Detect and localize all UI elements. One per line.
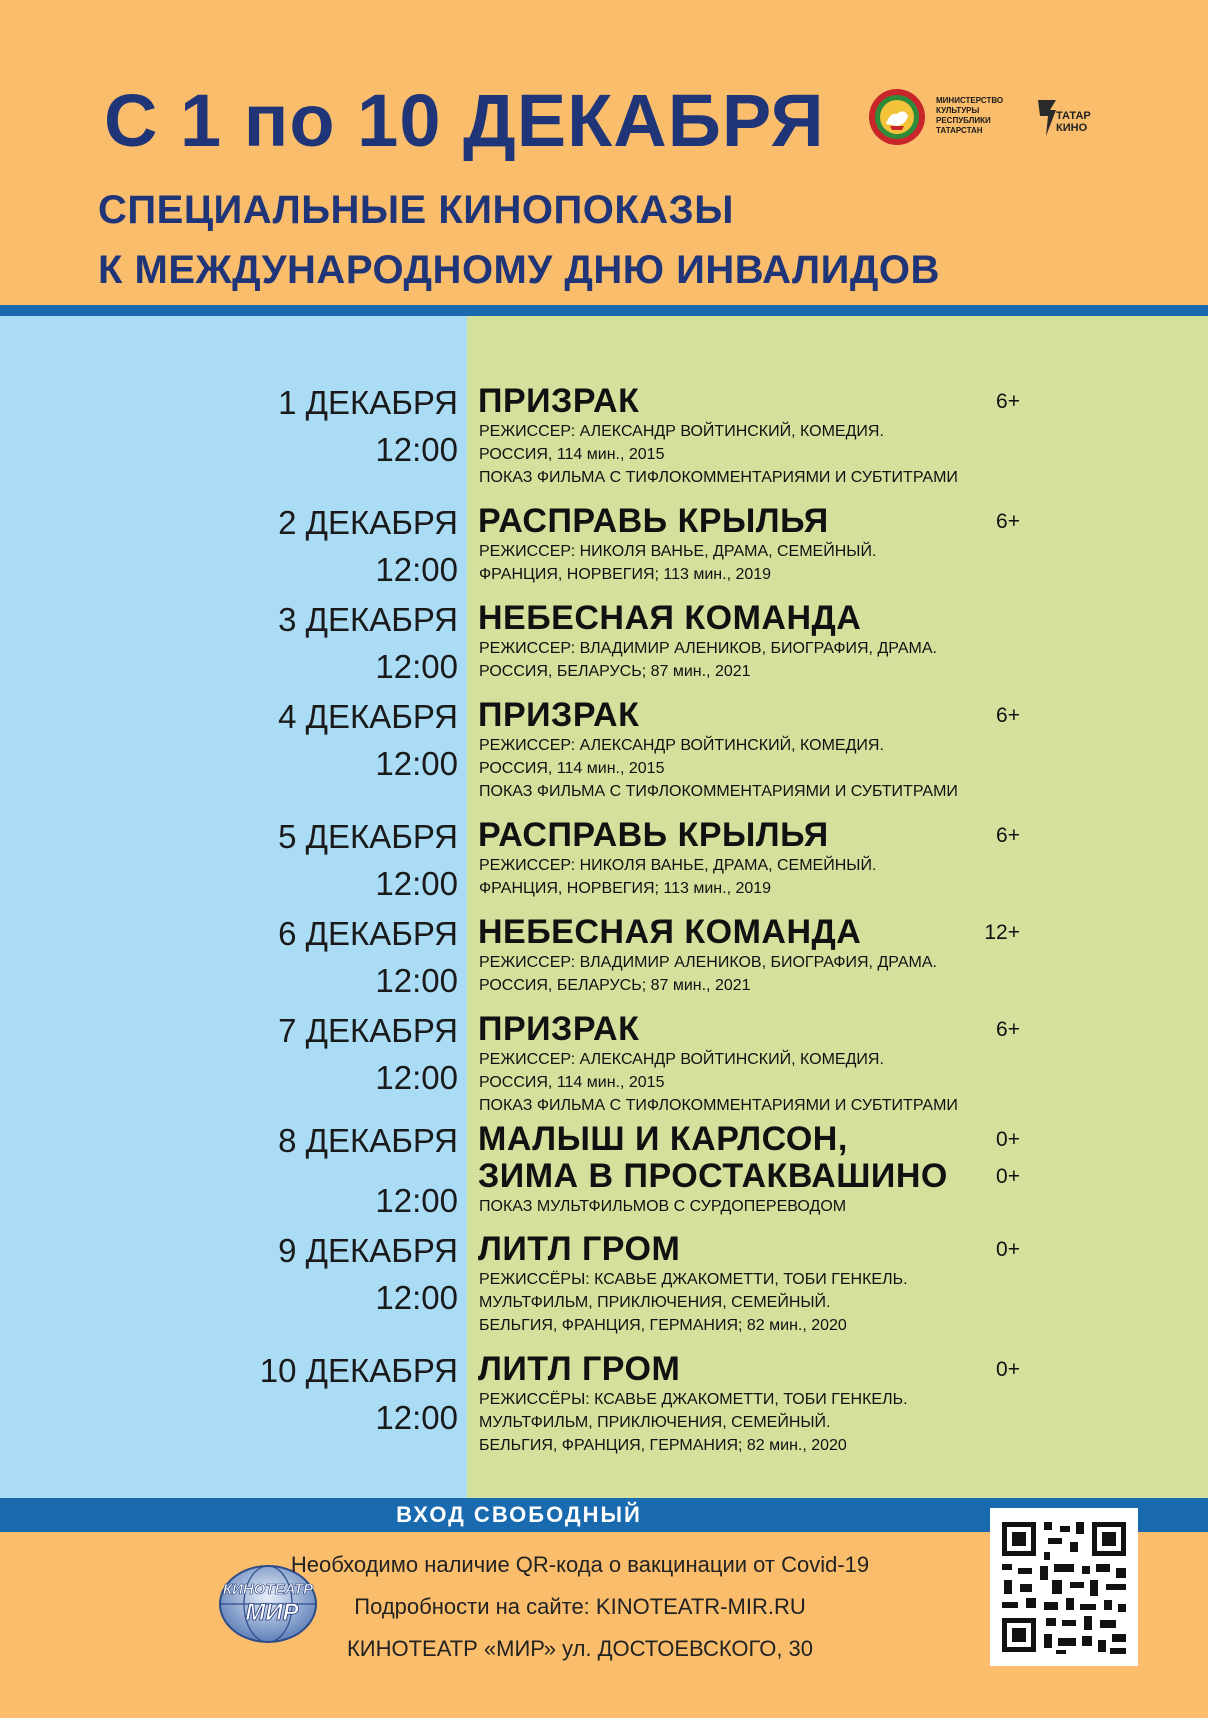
show-date: 1 ДЕКАБРЯ bbox=[278, 384, 458, 421]
show-time: 12:00 bbox=[375, 745, 458, 782]
age-rating: 6+ bbox=[996, 1018, 1020, 1041]
tatarstan-emblem-icon bbox=[868, 88, 926, 146]
age-rating: 6+ bbox=[996, 510, 1020, 533]
ministry-logo bbox=[868, 88, 1016, 148]
mir-logo-line2: МИР bbox=[245, 1599, 299, 1626]
show-date: 8 ДЕКАБРЯ bbox=[278, 1122, 458, 1159]
tatarkino-logo-text: ТАТАР КИНО bbox=[1056, 110, 1091, 134]
film-title: ЛИТЛ ГРОМ bbox=[478, 1350, 681, 1388]
show-time: 12:00 bbox=[375, 865, 458, 902]
show-date: 2 ДЕКАБРЯ bbox=[278, 504, 458, 541]
qr-code-icon[interactable] bbox=[990, 1508, 1138, 1666]
film-details: ПОКАЗ МУЛЬТФИЛЬМОВ С СУРДОПЕРЕВОДОМ bbox=[479, 1198, 847, 1215]
tatarkino-mark-icon bbox=[1036, 98, 1058, 138]
show-date: 6 ДЕКАБРЯ bbox=[278, 915, 458, 952]
film-details: РЕЖИССЁРЫ: КСАВЬЕ ДЖАКОМЕТТИ, ТОБИ ГЕНКЕЛЬ. МУЛЬТФИЛЬМ, ПРИКЛЮЧЕНИЯ, СЕМЕЙНЫЙ. БЕЛЬГИЯ, ФРАНЦИЯ, ГЕРМАНИЯ; 82 мин., 2020 bbox=[479, 1391, 908, 1454]
show-time: 12:00 bbox=[375, 1399, 458, 1436]
show-time: 12:00 bbox=[375, 1279, 458, 1316]
show-time: 12:00 bbox=[375, 962, 458, 999]
address-info: КИНОТЕАТР «МИР» ул. ДОСТОЕВСКОГО, 30 bbox=[346, 1636, 814, 1661]
show-date: 10 ДЕКАБРЯ bbox=[259, 1352, 458, 1389]
age-rating: 6+ bbox=[996, 824, 1020, 847]
age-rating: 6+ bbox=[996, 704, 1020, 727]
age-rating: 0+ bbox=[996, 1128, 1020, 1151]
subtitle-line-1: СПЕЦИАЛЬНЫЕ КИНОПОКАЗЫ bbox=[98, 188, 734, 232]
film-details: РЕЖИССЁРЫ: КСАВЬЕ ДЖАКОМЕТТИ, ТОБИ ГЕНКЕЛЬ. МУЛЬТФИЛЬМ, ПРИКЛЮЧЕНИЯ, СЕМЕЙНЫЙ. БЕЛЬГИЯ, ФРАНЦИЯ, ГЕРМАНИЯ; 82 мин., 2020 bbox=[479, 1271, 908, 1334]
mir-logo-line1: КИНОТЕАТР bbox=[222, 1581, 314, 1598]
film-details: РЕЖИССЕР: АЛЕКСАНДР ВОЙТИНСКИЙ, КОМЕДИЯ. РОССИЯ, 114 мин., 2015 ПОКАЗ ФИЛЬМА С ТИФЛОКОММЕНТАРИЯМИ И СУБТИТРАМИ bbox=[479, 423, 958, 486]
age-rating: 12+ bbox=[984, 921, 1020, 944]
dates-column-bg bbox=[0, 316, 467, 1498]
film-details: РЕЖИССЕР: ВЛАДИМИР АЛЕНИКОВ, БИОГРАФИЯ, ДРАМА. РОССИЯ, БЕЛАРУСЬ; 87 мин., 2021 bbox=[479, 954, 937, 994]
film-details: РЕЖИССЕР: НИКОЛЯ ВАНЬЕ, ДРАМА, СЕМЕЙНЫЙ. ФРАНЦИЯ, НОРВЕГИЯ; 113 мин., 2019 bbox=[479, 857, 877, 897]
top-divider bbox=[0, 305, 1208, 316]
show-date: 9 ДЕКАБРЯ bbox=[278, 1232, 458, 1269]
age-rating: 0+ bbox=[996, 1238, 1020, 1261]
website-info[interactable]: Подробности на сайте: KINOTEATR-MIR.RU bbox=[354, 1594, 806, 1619]
show-date: 4 ДЕКАБРЯ bbox=[278, 698, 458, 735]
subtitle-line-2: К МЕЖДУНАРОДНОМУ ДНЮ ИНВАЛИДОВ bbox=[98, 248, 940, 292]
show-time: 12:00 bbox=[375, 1059, 458, 1096]
film-title: ПРИЗРАК bbox=[478, 696, 640, 734]
film-title-2: ЗИМА В ПРОСТАКВАШИНО bbox=[478, 1157, 948, 1195]
film-details: РЕЖИССЕР: АЛЕКСАНДР ВОЙТИНСКИЙ, КОМЕДИЯ. РОССИЯ, 114 мин., 2015 ПОКАЗ ФИЛЬМА С ТИФЛОКОММЕНТАРИЯМИ И СУБТИТРАМИ bbox=[479, 737, 958, 800]
age-rating: 0+ bbox=[996, 1358, 1020, 1381]
film-details: РЕЖИССЕР: АЛЕКСАНДР ВОЙТИНСКИЙ, КОМЕДИЯ. РОССИЯ, 114 мин., 2015 ПОКАЗ ФИЛЬМА С ТИФЛОКОММЕНТАРИЯМИ И СУБТИТРАМИ bbox=[479, 1051, 958, 1114]
page-title: С 1 по 10 ДЕКАБРЯ bbox=[104, 79, 825, 162]
show-time: 12:00 bbox=[375, 431, 458, 468]
show-date: 7 ДЕКАБРЯ bbox=[278, 1012, 458, 1049]
qr-requirement-note: Необходимо наличие QR-кода о вакцинации от Covid-19 bbox=[290, 1552, 870, 1577]
film-title: НЕБЕСНАЯ КОМАНДА bbox=[478, 599, 862, 637]
free-entry-label: ВХОД СВОБОДНЫЙ bbox=[396, 1502, 642, 1527]
film-title: ПРИЗРАК bbox=[478, 1010, 640, 1048]
age-rating-2: 0+ bbox=[996, 1165, 1020, 1188]
show-date: 5 ДЕКАБРЯ bbox=[278, 818, 458, 855]
show-time: 12:00 bbox=[375, 648, 458, 685]
film-title: МАЛЫШ И КАРЛСОН, bbox=[478, 1120, 848, 1158]
show-date: 3 ДЕКАБРЯ bbox=[278, 601, 458, 638]
film-title: ПРИЗРАК bbox=[478, 382, 640, 420]
film-title: НЕБЕСНАЯ КОМАНДА bbox=[478, 913, 862, 951]
film-details: РЕЖИССЕР: НИКОЛЯ ВАНЬЕ, ДРАМА, СЕМЕЙНЫЙ. ФРАНЦИЯ, НОРВЕГИЯ; 113 мин., 2019 bbox=[479, 543, 877, 583]
show-time: 12:00 bbox=[375, 551, 458, 588]
tatarkino-logo bbox=[1036, 94, 1106, 146]
show-time: 12:00 bbox=[375, 1182, 458, 1219]
film-title: РАСПРАВЬ КРЫЛЬЯ bbox=[478, 816, 829, 854]
age-rating: 6+ bbox=[996, 390, 1020, 413]
film-title: ЛИТЛ ГРОМ bbox=[478, 1230, 681, 1268]
film-details: РЕЖИССЕР: ВЛАДИМИР АЛЕНИКОВ, БИОГРАФИЯ, ДРАМА. РОССИЯ, БЕЛАРУСЬ; 87 мин., 2021 bbox=[479, 640, 937, 680]
ministry-logo-text: МИНИСТЕРСТВО КУЛЬТУРЫ РЕСПУБЛИКИ ТАТАРСТАН bbox=[936, 96, 1004, 135]
film-title: РАСПРАВЬ КРЫЛЬЯ bbox=[478, 502, 829, 540]
